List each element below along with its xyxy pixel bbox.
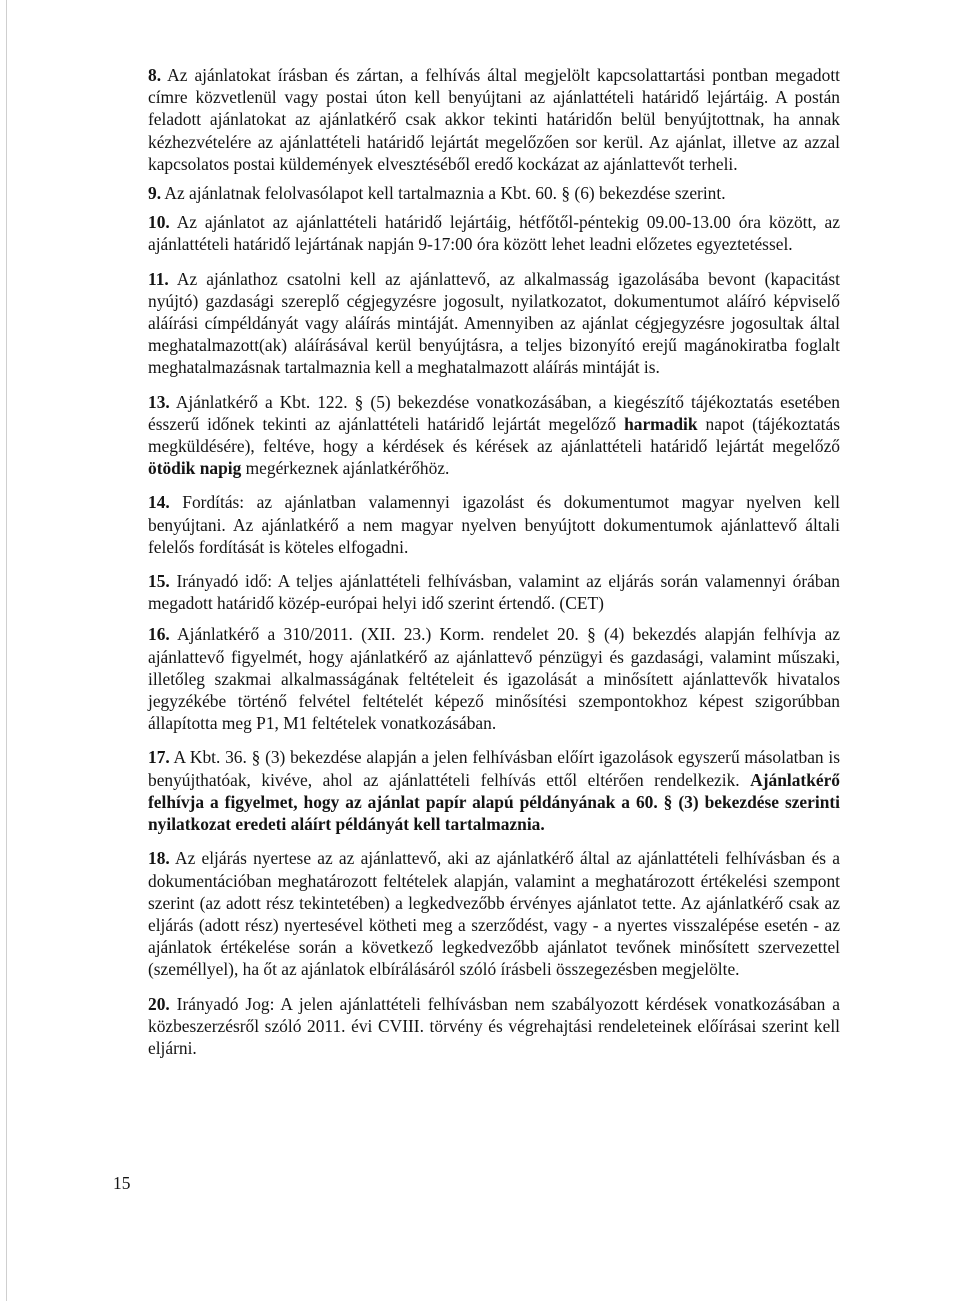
paragraph-18: 18. Az eljárás nyertese az az ajánlattevő, aki az ajánlatkérő által az ajánlattételi felhívásban és a dokumentációban meghatározott feltételek alapján, valamint a meghatározott értékelési szempont szerint (az adott rész tekintetében) a legkedvezőbb érvényes ajánlatot tette. Az ajánlatkérő csak az eljárás (adott rész) nyertesével kötheti meg a szerződést, vagy - a nyertes visszalépése esetén - az ajánlatok értékelése során a következő legkedvezőbb ajánlatot tevőnek minősített szervezettel (személlyel), ha őt az ajánlatok elbírálásáról szóló írásbeli összegezésben megjelölte.: [148, 848, 840, 980]
page-edge-line: [6, 0, 7, 1301]
paragraph-13: 13. Ajánlatkérő a Kbt. 122. § (5) bekezdése vonatkozásában, a kiegészítő tájékoztatás esetében ésszerű időnek tekinti az ajánlattételi határidő lejártát megelőző harmadik napot (tájékoztatás megküldésére), feltéve, hogy a kérdések és kérések az ajánlattételi határidő lejártát megelőző ötödik napig megérkeznek ajánlatkérőhöz.: [148, 391, 840, 479]
paragraph-15: 15. Irányadó idő: A teljes ajánlattételi felhívásban, valamint az eljárás során valamennyi órában megadott határidő közép-európai helyi idő szerint értendő. (CET): [148, 571, 840, 614]
page-number: 15: [113, 1173, 131, 1193]
paragraph-17: 17. A Kbt. 36. § (3) bekezdése alapján a jelen felhívásban előírt igazolások egyszerű másolatban is benyújthatóak, kivéve, ahol az ajánlattételi felhívás ettől eltérően rendelkezik. Ajánlatkérő felhívja a figyelmet, hogy az ajánlat papír alapú példányának a 60. § (3) bekezdése szerinti nyilatkozat eredeti aláírt példányát kell tartalmaznia.: [148, 747, 840, 835]
paragraph-11: 11. Az ajánlathoz csatolni kell az ajánlattevő, az alkalmasság igazolásába bevont (kapacitást nyújtó) gazdasági szereplő cégjegyzésre jogosult, nyilatkozatot, dokumentumot aláíró képviselő aláírási címpéldányát vagy aláírás mintáját. Amennyiben az ajánlat cégjegyzésre jogosultak által meghatalmazott(ak) aláírásával kerül benyújtásra, a teljes bizonyító erejű magánokiratba foglalt meghatalmazásnak tartalmaznia kell a meghatalmazott aláírás mintáját is.: [148, 268, 840, 378]
paragraph-10: 10. Az ajánlatot az ajánlattételi határidő lejártáig, hétfőtől-péntekig 09.00-13.00 óra között, az ajánlattételi határidő lejártának napján 9-17:00 óra között lehet leadni előzetes egyeztetéssel.: [148, 212, 840, 255]
paragraph-14: 14. Fordítás: az ajánlatban valamennyi igazolást és dokumentumot magyar nyelven kell benyújtani. Az ajánlatkérő a nem magyar nyelven benyújtott dokumentumok ajánlattevő általi felelős fordítását is köteles elfogadni.: [148, 492, 840, 557]
paragraph-8: 8. Az ajánlatokat írásban és zártan, a felhívás által megjelölt kapcsolattartási pontban megadott címre közvetlenül vagy postai úton kell benyújtani az ajánlattételi határidő lejártáig. A postán feladott ajánlatokat az ajánlatkérő csak akkor tekinti határidőn belül benyújtottnak, ha annak kézhezvételére az ajánlattételi határidő lejártát megelőzően sor kerül. Az ajánlat, illetve az azzal kapcsolatos postai küldemények elvesztéséből eredő kockázat az ajánlattevőt terheli.: [148, 65, 840, 174]
document-page: [148, 64, 840, 1059]
paragraph-16: 16. Ajánlatkérő a 310/2011. (XII. 23.) Korm. rendelet 20. § (4) bekezdés alapján felhívja az ajánlattevő figyelmét, hogy ajánlatkérő az ajánlattevő pénzügyi és gazdasági, valamint műszaki, illetőleg szakmai alkalmasságának feltételeit és igazolását a minősített ajánlattevők hivatalos jegyzékébe történő felvétel feltételét képező minősítési szempontokhoz képest szigorúbban állapította meg P1, M1 feltételek vonatkozásában.: [148, 624, 840, 734]
paragraph-9: 9. Az ajánlatnak felolvasólapot kell tartalmaznia a Kbt. 60. § (6) bekezdése szerint.: [148, 183, 726, 204]
paragraph-20: 20. Irányadó Jog: A jelen ajánlattételi felhívásban nem szabályozott kérdések vonatkozásában a közbeszerzésről szóló 2011. évi CVIII. törvény és végrehajtási rendeleteinek előírásai szerint kell eljárni.: [148, 993, 840, 1058]
